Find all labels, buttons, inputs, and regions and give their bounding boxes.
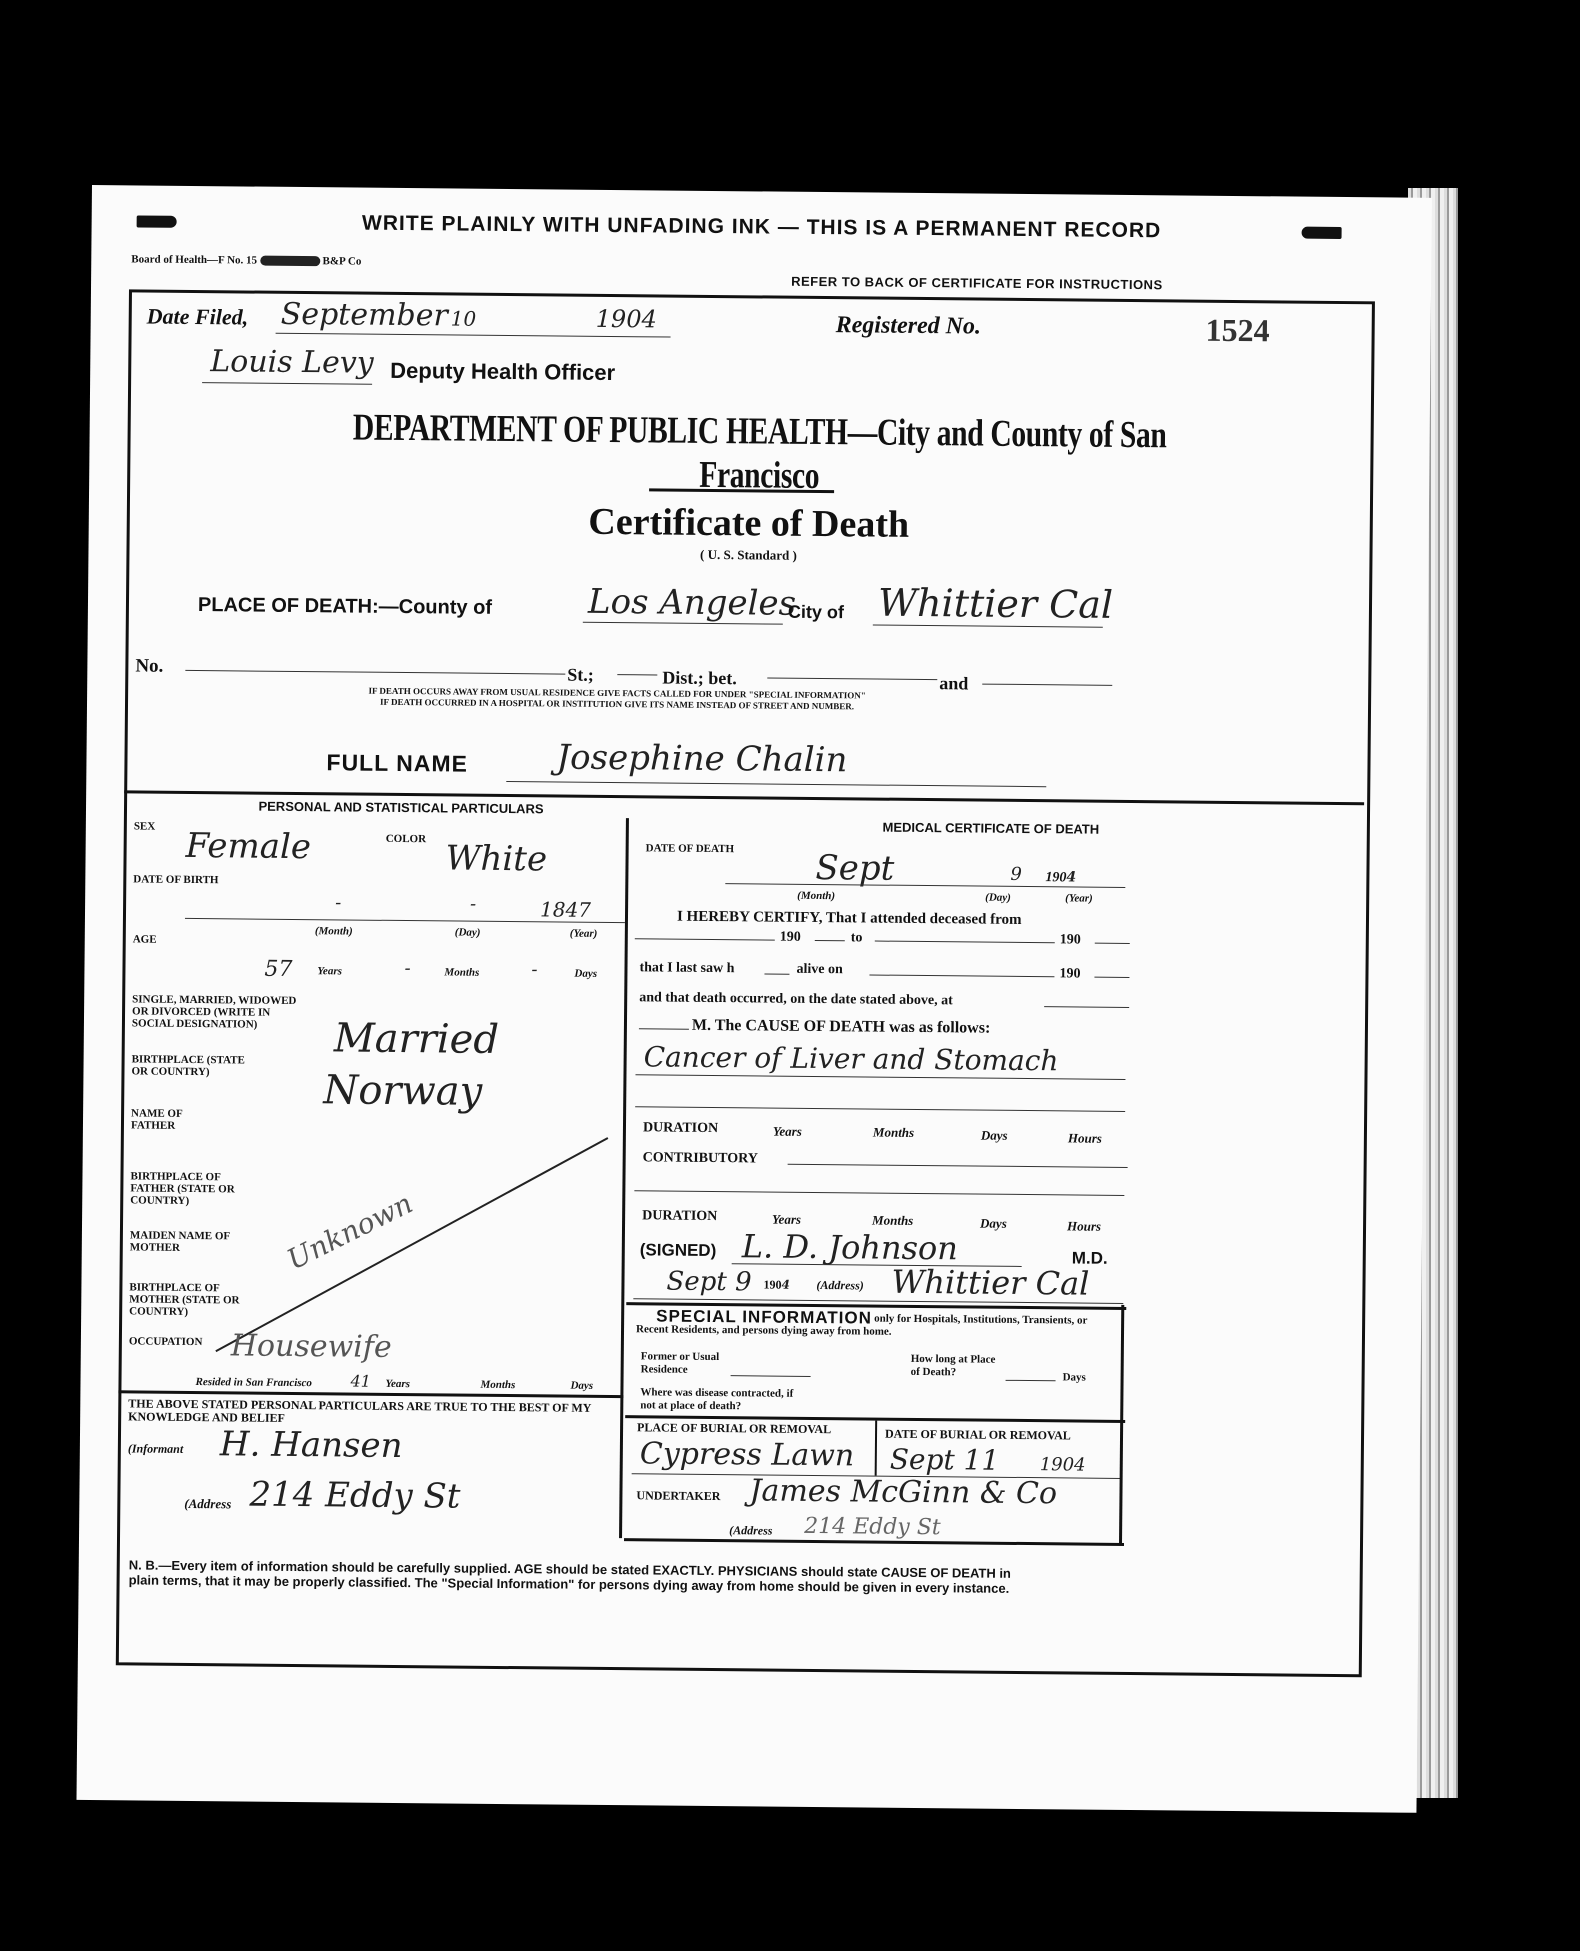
dod-month-label: (Month) bbox=[797, 889, 836, 903]
footer-note: N. B.—Every item of information should be carefully supplied. AGE should be stated EXACTLY. PHYSICIANS should state CAUSE OF DEATH in plain terms, that it may be properly classified. The "Special Information" for persons dying away from home should be given in every instance. bbox=[128, 1557, 1011, 1596]
signed-date: Sept 9 bbox=[666, 1266, 752, 1298]
age-days-label: Days bbox=[574, 967, 598, 980]
officer-title: Deputy Health Officer bbox=[390, 357, 616, 386]
special-note: only for Hospitals, Institutions, Transients, or Recent Residents, and persons dying away from home. bbox=[635, 1312, 1088, 1338]
certify-text: I HEREBY CERTIFY, That I attended deceased from bbox=[676, 908, 1022, 928]
age-days: - bbox=[531, 959, 538, 981]
dob-day-label: (Day) bbox=[454, 926, 481, 939]
pointing-hand-icon-right bbox=[1302, 227, 1342, 239]
date-filed-month: September bbox=[280, 296, 449, 334]
dod-year-prefix: 1904 bbox=[1045, 869, 1077, 886]
color-label: COLOR bbox=[385, 832, 427, 846]
dob-year-label: (Year) bbox=[569, 927, 598, 940]
occupation-value: Housewife bbox=[230, 1328, 392, 1365]
age-months: - bbox=[404, 958, 411, 980]
dob-year: 1847 bbox=[539, 897, 592, 922]
how-long-label: How long at Place of Death? bbox=[910, 1352, 996, 1379]
dod-month: Sept bbox=[815, 847, 895, 889]
no-label: No. bbox=[135, 655, 164, 677]
certify-year-prefix: 190 bbox=[779, 929, 801, 945]
full-name-value: Josephine Chalin bbox=[556, 737, 848, 781]
city-label: City of bbox=[787, 601, 845, 623]
burial-place-label: PLACE OF BURIAL OR REMOVAL bbox=[637, 1420, 832, 1437]
cause-value: Cancer of Liver and Stomach bbox=[643, 1040, 1059, 1078]
unknown-diagonal bbox=[211, 1131, 613, 1360]
certify-to-label: to bbox=[850, 930, 863, 946]
sex-label: SEX bbox=[133, 820, 156, 833]
duration-days: Days bbox=[980, 1127, 1008, 1143]
physician-address: Whittier Cal bbox=[891, 1262, 1090, 1303]
and-label: and bbox=[939, 673, 969, 694]
how-long-days-label: Days bbox=[1062, 1371, 1086, 1384]
age-years: 57 bbox=[264, 956, 293, 982]
father-name-label: NAME OF FATHER bbox=[130, 1107, 183, 1132]
marital-value: Married bbox=[333, 1015, 500, 1063]
contributory-label: CONTRIBUTORY bbox=[642, 1150, 758, 1167]
last-saw-label: that I last saw h bbox=[639, 960, 735, 977]
duration-label: DURATION bbox=[642, 1120, 719, 1137]
personal-heading: PERSONAL AND STATISTICAL PARTICULARS bbox=[258, 798, 544, 817]
dod-day-label: (Day) bbox=[985, 891, 1011, 904]
age-years-label: Years bbox=[317, 965, 342, 978]
age-months-label: Months bbox=[444, 966, 480, 979]
sex-value: Female bbox=[185, 825, 312, 868]
undertaker-label: UNDERTAKER bbox=[636, 1488, 721, 1504]
undertaker-address-label: (Address bbox=[729, 1523, 773, 1538]
undertaker-address: 214 Eddy St bbox=[804, 1513, 941, 1541]
resided-days-label: Days bbox=[570, 1379, 594, 1392]
resided-months-label: Months bbox=[480, 1378, 516, 1392]
form-id: Board of Health—F No. 15 B&P Co bbox=[131, 253, 362, 268]
md-label: M.D. bbox=[1071, 1248, 1108, 1268]
former-residence-label: Former or Usual Residence bbox=[640, 1350, 720, 1376]
city-value: Whittier Cal bbox=[877, 580, 1114, 627]
alive-year-prefix: 190 bbox=[1059, 966, 1081, 982]
alive-on-label: alive on bbox=[796, 961, 843, 978]
informant-address-label: (Address bbox=[184, 1495, 232, 1512]
date-filed-year: 1904 bbox=[595, 304, 657, 334]
age-label: AGE bbox=[132, 933, 157, 946]
marital-label: SINGLE, MARRIED, WIDOWED OR DIVORCED (WRITE IN SOCIAL DESIGNATION) bbox=[131, 993, 297, 1031]
standard-label: ( U. S. Standard ) bbox=[700, 546, 797, 563]
burial-date-label: DATE OF BURIAL OR REMOVAL bbox=[884, 1426, 1071, 1443]
dob-month: - bbox=[335, 892, 342, 914]
occupation-label: OCCUPATION bbox=[128, 1335, 203, 1349]
resided-years: 41 bbox=[350, 1371, 371, 1391]
birthplace-value: Norway bbox=[323, 1067, 483, 1115]
physician-address-label: (Address) bbox=[816, 1278, 864, 1293]
informant-address: 214 Eddy St bbox=[249, 1474, 461, 1517]
county-value: Los Angeles bbox=[587, 581, 797, 624]
full-name-label: FULL NAME bbox=[326, 749, 469, 777]
duration-months: Months bbox=[872, 1124, 915, 1140]
occurred-label: and that death occurred, on the date stated above, at bbox=[639, 990, 953, 1009]
banner-text: WRITE PLAINLY WITH UNFADING INK — THIS IS A PERMANENT RECORD bbox=[361, 211, 1162, 243]
st-label: St.; bbox=[567, 664, 594, 685]
duration-hours-2: Hours bbox=[1066, 1218, 1102, 1234]
officer-signature: Louis Levy bbox=[210, 344, 374, 381]
dist-label: Dist.; bet. bbox=[662, 667, 737, 689]
informant-value: H. Hansen bbox=[219, 1424, 403, 1467]
duration-label-2: DURATION bbox=[642, 1208, 718, 1225]
burial-date-value: Sept 11 bbox=[889, 1442, 1000, 1477]
signed-year: 1904 bbox=[763, 1277, 790, 1292]
date-filed-label: Date Filed, bbox=[146, 303, 249, 330]
place-of-death-label: PLACE OF DEATH:—County of bbox=[197, 594, 493, 619]
resided-years-label: Years bbox=[385, 1377, 411, 1391]
informant-label: (Informant bbox=[127, 1441, 184, 1456]
birthplace-label: BIRTHPLACE (STATE OR COUNTRY) bbox=[131, 1053, 245, 1079]
informant-statement: THE ABOVE STATED PERSONAL PARTICULARS ARE TRUE TO THE BEST OF MY KNOWLEDGE AND BELIEF bbox=[128, 1396, 592, 1425]
dod-day: 9 bbox=[1010, 863, 1022, 885]
department-title: DEPARTMENT OF PUBLIC HEALTH—City and County of San Francisco bbox=[352, 406, 1167, 497]
registered-number: 1524 bbox=[1205, 311, 1270, 349]
father-birthplace-label: BIRTHPLACE OF FATHER (STATE OR COUNTRY) bbox=[130, 1170, 235, 1207]
undertaker-value: James McGinn & Co bbox=[749, 1473, 1058, 1512]
physician-signature: L. D. Johnson bbox=[741, 1227, 959, 1268]
duration-days-2: Days bbox=[980, 1215, 1007, 1231]
duration-years-2: Years bbox=[772, 1211, 802, 1227]
mother-birthplace-label: BIRTHPLACE OF MOTHER (STATE OR COUNTRY) bbox=[129, 1281, 240, 1318]
dob-day: - bbox=[470, 893, 477, 915]
resided-label: Resided in San Francisco bbox=[195, 1376, 313, 1390]
duration-years: Years bbox=[772, 1123, 802, 1139]
special-heading: SPECIAL INFORMATION bbox=[656, 1306, 873, 1328]
certificate-title: Certificate of Death bbox=[588, 500, 910, 546]
duration-months-2: Months bbox=[872, 1212, 914, 1228]
contracted-label: Where was disease contracted, if not at place of death? bbox=[640, 1386, 794, 1413]
unknown-value: Unknown bbox=[281, 1186, 418, 1277]
date-filed-day: 10 bbox=[450, 306, 477, 331]
duration-hours: Hours bbox=[1067, 1130, 1102, 1146]
cause-label: M. The CAUSE OF DEATH was as follows: bbox=[691, 1016, 991, 1037]
pointing-hand-icon bbox=[137, 215, 177, 227]
medical-heading: MEDICAL CERTIFICATE OF DEATH bbox=[882, 819, 1100, 837]
registered-label: Registered No. bbox=[835, 312, 982, 340]
color-value: White bbox=[445, 838, 548, 880]
dod-label: DATE OF DEATH bbox=[645, 842, 735, 856]
refer-text: REFER TO BACK OF CERTIFICATE FOR INSTRUCTIONS bbox=[791, 273, 1163, 293]
burial-place-value: Cypress Lawn bbox=[639, 1436, 855, 1474]
dod-year-label: (Year) bbox=[1065, 892, 1093, 905]
seal-icon bbox=[260, 256, 320, 267]
dob-month-label: (Month) bbox=[314, 925, 353, 938]
burial-year-value: 1904 bbox=[1039, 1454, 1086, 1476]
death-certificate bbox=[76, 185, 1431, 1813]
certify-year-prefix-2: 190 bbox=[1059, 932, 1081, 948]
signed-label: (SIGNED) bbox=[639, 1240, 717, 1261]
mother-name-label: MAIDEN NAME OF MOTHER bbox=[129, 1229, 230, 1254]
address-note: IF DEATH OCCURS AWAY FROM USUAL RESIDENCE GIVE FACTS CALLED FOR UNDER "SPECIAL INFORMATION" IF DEATH OCCURRED IN A HOSPITAL OR INSTITUTION GIVE ITS NAME INSTEAD OF STREET AND NUMBER. bbox=[368, 685, 866, 712]
dob-label: DATE OF BIRTH bbox=[133, 873, 219, 887]
